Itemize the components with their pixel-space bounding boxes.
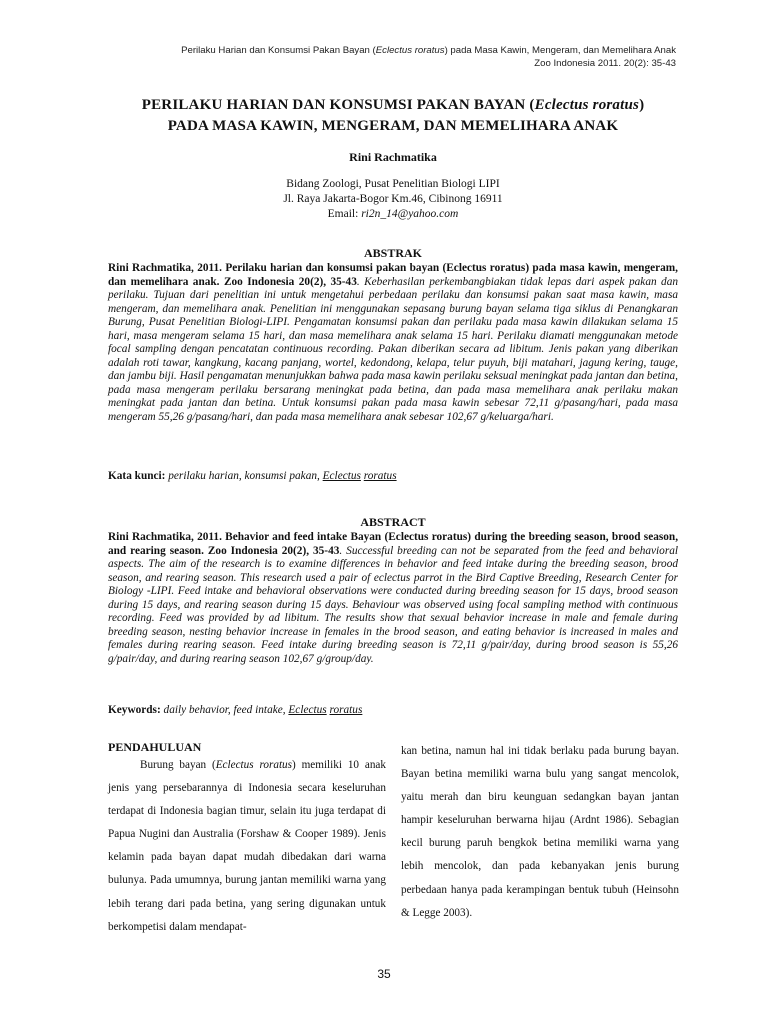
abstrak-citation-species: Eclectus roratus bbox=[446, 262, 526, 274]
affiliation-email-line bbox=[108, 207, 678, 222]
author-name: Rini Rachmatika bbox=[349, 150, 437, 164]
column-right bbox=[401, 740, 679, 925]
kata-kunci bbox=[108, 470, 678, 482]
abstrak-journal: Zoo Indonesia bbox=[223, 275, 295, 288]
abstract-text: . Successful breeding can not be separated from the feed and behavioral aspects. The aim of the research is to examine differences in behavior and feed intake during the breeding season, brood season, and rearing season. This research used a pair of eclectus parrot in the Bird Captive Breeding, Research Center for Biology -LIPI. Feed intake and behavioral observations were conducted during breeding season for 15 days, brood season during 15 days, and rearing season during 15 days. Behaviour was observed using focal sampling method with continuous recording. Feed was provided by ad libitum. The results show that sexual behavior increase in male and female during breeding season, nesting behavior increase in females in the brood season, and eating behavior is increased in males and females during rearing season. Feed intake during breeding season is 72,11 g/pair/day, during brood season is 55,26 g/pair/day, and during rearing season 102,67 g/group/day. bbox=[108, 544, 678, 665]
keywords-text: daily behavior, feed intake, bbox=[160, 704, 289, 716]
keywords-label: Keywords: bbox=[108, 704, 161, 716]
abstract-heading: ABSTRACT bbox=[360, 515, 426, 529]
pendahuluan-species: Eclectus roratus bbox=[215, 759, 292, 771]
title-text: PERILAKU HARIAN DAN KONSUMSI PAKAN BAYAN ( bbox=[141, 97, 535, 113]
pendahuluan-text-cont: ) memiliki 10 anak jenis yang persebarannya di Indonesia secara keseluruhan terdapat di Indonesia bagian timur, selain itu juga terdapat di Papua Nugini dan Australia (Forshaw & Cooper 1989). Jenis kelamin pada bayan dapat mudah dibedakan dari warna bulunya. Pada umumnya, burung jantan memiliki warna yang lebih terang dari pada betina, yang sering digunakan untuk berkompetisi dalam mendapat- bbox=[108, 759, 386, 933]
kata-kunci-text: perilaku harian, konsumsi pakan, bbox=[165, 470, 323, 482]
abstract-volume: 20(2), 35-43 bbox=[277, 544, 340, 557]
running-head-journal: Zoo Indonesia 2011. 20(2): 35-43 bbox=[534, 58, 676, 69]
title-text-end: ) bbox=[639, 97, 645, 113]
paper-title bbox=[108, 95, 678, 137]
abstract-citation-title-end: ) during the breeding season, brood season, and rearing season. bbox=[108, 531, 679, 557]
abstrak-volume: 20(2), 35-43 bbox=[294, 275, 357, 288]
abstract-body bbox=[108, 531, 678, 666]
abstract-journal: Zoo Indonesia bbox=[207, 544, 278, 557]
pendahuluan-text: Burung bayan ( bbox=[140, 759, 216, 771]
abstrak-citation: Rini Rachmatika, 2011. Perilaku harian dan konsumsi pakan bayan ( bbox=[108, 262, 447, 274]
abstrak-heading: ABSTRAK bbox=[363, 246, 422, 260]
affiliation bbox=[108, 177, 678, 221]
keywords-genus: Eclectus bbox=[288, 704, 327, 716]
affiliation-line1: Bidang Zoologi, Pusat Penelitian Biologi LIPI bbox=[286, 178, 500, 190]
abstrak-citation-title-end: ) pada masa kawin, mengeram, dan memelihara anak. bbox=[108, 262, 678, 288]
keywords-species: roratus bbox=[329, 704, 363, 716]
kata-kunci-species: roratus bbox=[363, 470, 397, 482]
keywords bbox=[108, 704, 678, 716]
title-line2: PADA MASA KAWIN, MENGERAM, DAN MEMELIHARA ANAK bbox=[167, 118, 619, 134]
page-number: 35 bbox=[377, 967, 391, 981]
kata-kunci-label: Kata kunci: bbox=[108, 470, 166, 482]
column-left bbox=[108, 740, 386, 939]
title-species: Eclectus roratus bbox=[534, 97, 640, 113]
pendahuluan-paragraph-continued: kan betina, namun hal ini tidak berlaku pada burung bayan. Bayan betina memiliki warna bulu yang sangat mencolok, yaitu merah dan biru keunguan sedangkan bayan jantan hampir keseluruhan berwarna hijau (Ardnt 1986). Sebagian kecil burung paruh bengkok betina memiliki warna yang lebih mencolok, dan pada kebanyakan jenis burung perbedaan hanya pada kerampingan bentuk tubuh (Heinsohn & Legge 2003). bbox=[401, 745, 679, 919]
abstract-citation-species: Eclectus roratus bbox=[388, 531, 468, 543]
running-head-text: Perilaku Harian dan Konsumsi Pakan Bayan ( bbox=[181, 45, 376, 56]
running-head-text-end: ) pada Masa Kawin, Mengeram, dan Memelihara Anak bbox=[444, 45, 676, 56]
pendahuluan-heading: PENDAHULUAN bbox=[108, 740, 202, 754]
pendahuluan-paragraph bbox=[108, 754, 386, 939]
running-head bbox=[181, 44, 676, 70]
abstract-citation: Rini Rachmatika, 2011. Behavior and feed intake Bayan ( bbox=[108, 531, 389, 543]
abstrak-body bbox=[108, 262, 678, 424]
affiliation-line2: Jl. Raya Jakarta-Bogor Km.46, Cibinong 16911 bbox=[283, 192, 503, 205]
email-address[interactable]: ri2n_14@yahoo.com bbox=[361, 207, 459, 220]
title-line1 bbox=[108, 95, 678, 116]
email-label: Email: bbox=[327, 207, 362, 220]
running-head-species: Eclectus roratus bbox=[375, 45, 445, 56]
abstrak-text: . Keberhasilan perkembangbiakan tidak lepas dari aspek pakan dan perilaku. Tujuan dari penelitian ini untuk mengetahui perbedaan perilaku dan konsumsi pakan saat masa kawin, masa mengeram, dan memelihara anak. Penelitian ini menggunakan sepasang burung bayan selama tiga siklus di Penangkaran Burung, Pusat Penelitian Biologi-LIPI. Pengamatan konsumsi pakan dan perilaku pada masa kawin dilakukan selama 15 hari, masa mengeram selama 15 hari, dan masa memelihara anak selama 15 hari. Perilaku diamati menggunakan metode focal sampling dengan pencatatan continuous recording. Pakan diberikan secara ad libitum. Jenis pakan yang diberikan adalah roti tawar, kangkung, kacang panjang, wortel, kedondong, kelapa, telur puyuh, biji matahari, jagung kering, tauge, dan jambu biji. Hasil pengamatan menunjukkan bahwa pada masa kawin perilaku seksual meningkat pada jantan dan betina, pada masa mengeram perilaku bersarang meningkat pada betina, dan pada masa memelihara anak perilaku makan meningkat pada jantan dan betina. Untuk konsumsi pakan pada masa kawin sebesar 72,11 g/pasang/hari, pada masa mengeram 55,26 g/pasang/hari, dan pada masa memelihara anak sebesar 102,67 g/keluarga/hari. bbox=[108, 275, 678, 423]
running-head-line1 bbox=[181, 44, 676, 57]
kata-kunci-genus: Eclectus bbox=[322, 470, 361, 482]
